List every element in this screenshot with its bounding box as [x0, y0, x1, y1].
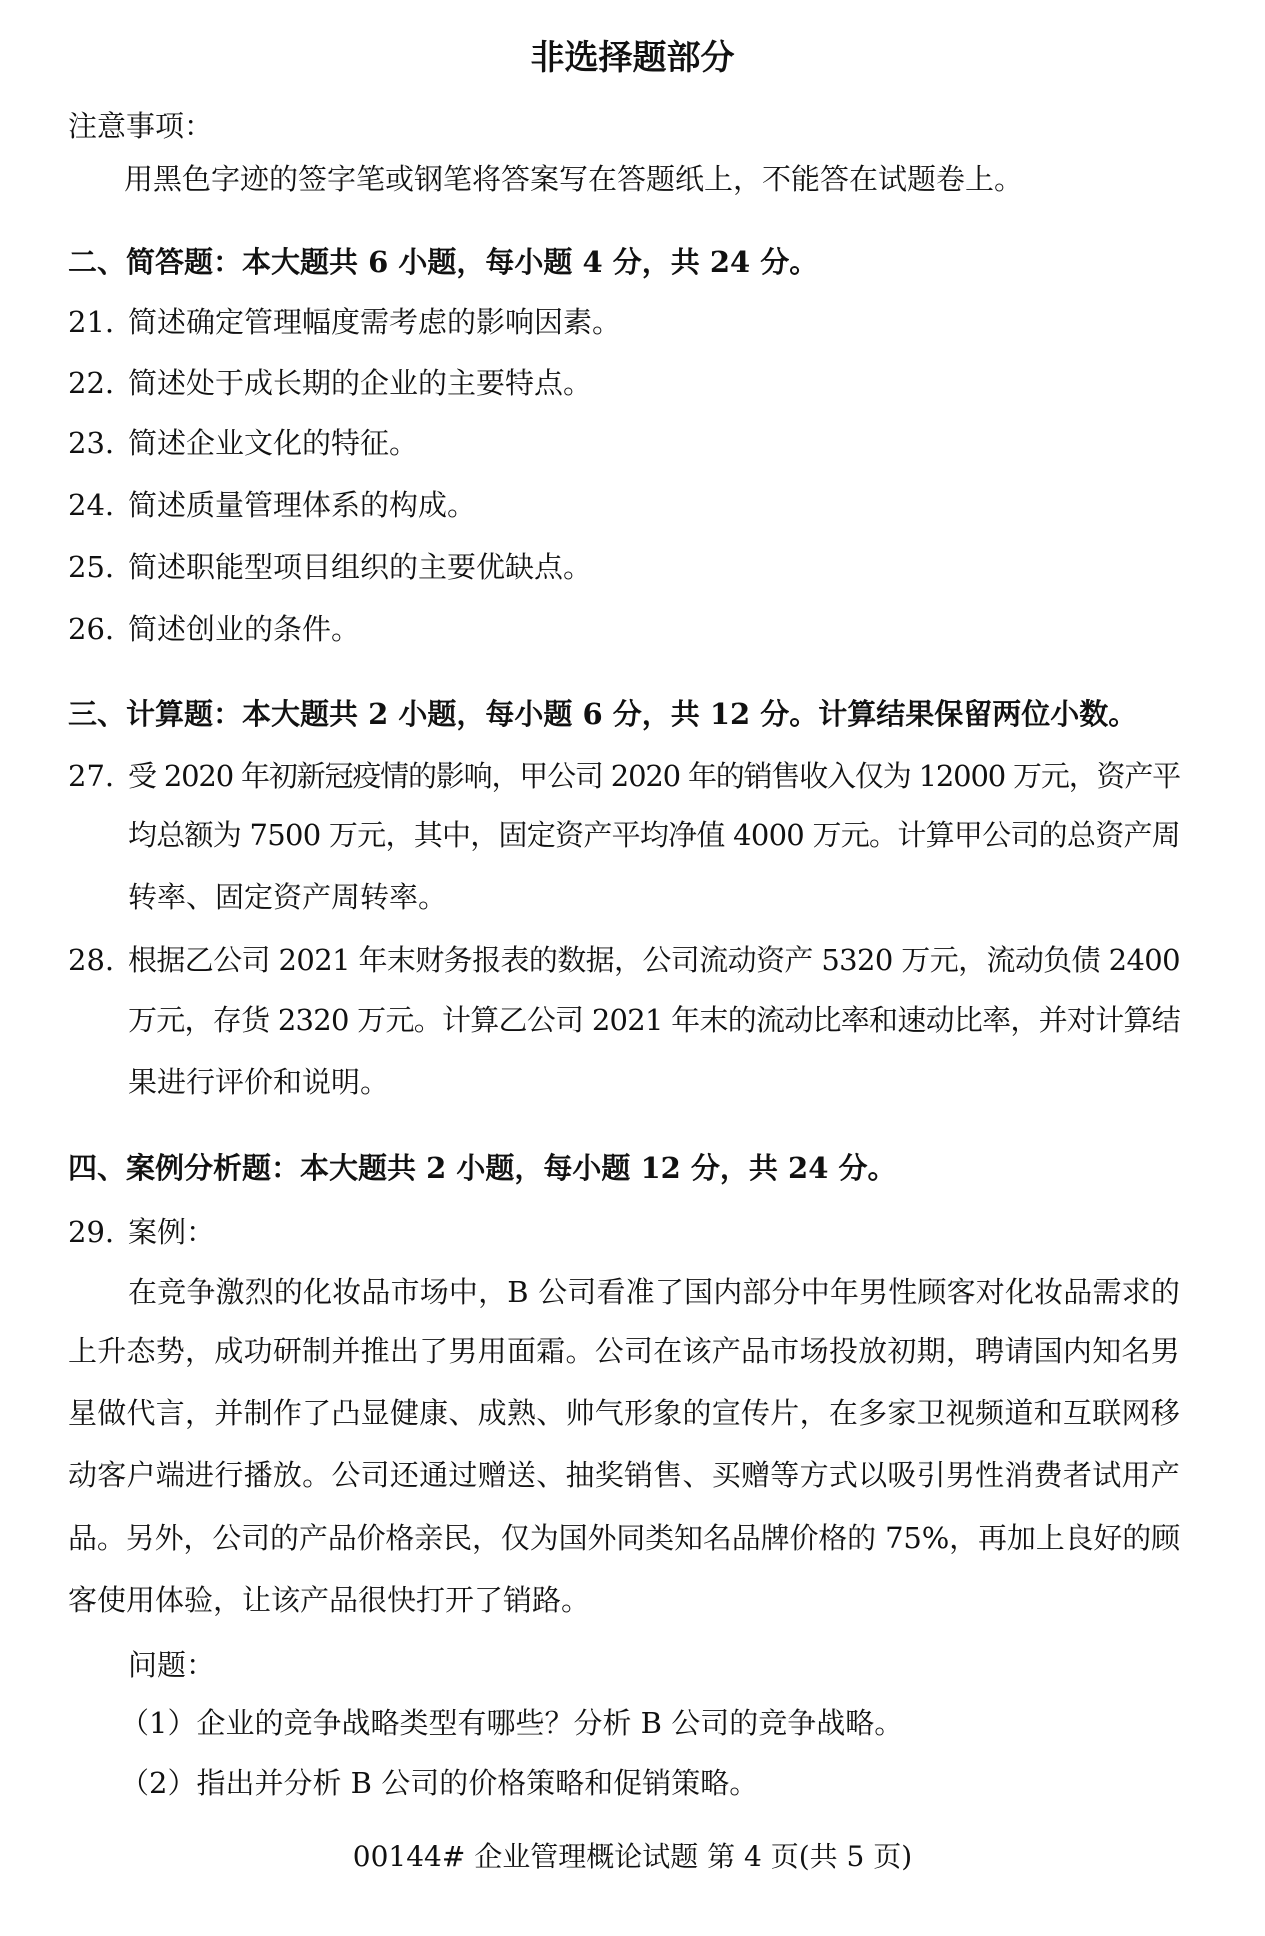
question-28-line: 万元，存货 2320 万元。计算乙公司 2021 年末的流动比率和速动比率，并对计算结: [128, 1003, 1180, 1037]
notice-text: 用黑色字迹的签字笔或钢笔将答案写在答题纸上，不能答在试题卷上。: [124, 162, 1024, 196]
sub-question: （2）指出并分析 B 公司的价格策略和促销策略。: [120, 1766, 759, 1800]
questions-label: 问题：: [128, 1648, 216, 1682]
question-27-line: 均总额为 7500 万元，其中，固定资产平均净值 4000 万元。计算甲公司的总资产周: [128, 818, 1180, 852]
question-text: 简述企业文化的特征。: [128, 426, 419, 460]
question-text: 简述质量管理体系的构成。: [128, 488, 477, 522]
notice-heading: 注意事项：: [68, 109, 214, 143]
question-number: 29.: [68, 1215, 115, 1249]
case-line: 动客户端进行播放。公司还通过赠送、抽奖销售、买赠等方式以吸引男性消费者试用产: [68, 1458, 1180, 1492]
case-line: 品。另外，公司的产品价格亲民，仅为国外同类知名品牌价格的 75%，再加上良好的顾: [68, 1521, 1180, 1555]
question-number: 27.: [68, 759, 115, 793]
question-text: 简述创业的条件。: [128, 612, 361, 646]
question-number: 23.: [68, 426, 115, 460]
question-27-line: 转率、固定资产周转率。: [128, 880, 448, 914]
case-line: 在竞争激烈的化妆品市场中，B 公司看准了国内部分中年男性顾客对化妆品需求的: [128, 1275, 1180, 1309]
question-number: 25.: [68, 550, 115, 584]
question-28-line: 果进行评价和说明。: [128, 1065, 390, 1099]
case-label: 案例：: [128, 1215, 216, 1249]
question-number: 22.: [68, 366, 115, 400]
section2-heading: 二、简答题：本大题共 6 小题，每小题 4 分，共 24 分。: [68, 245, 819, 279]
sub-question: （1）企业的竞争战略类型有哪些？分析 B 公司的竞争战略。: [120, 1706, 904, 1740]
case-line: 上升态势，成功研制并推出了男用面霜。公司在该产品市场投放初期，聘请国内知名男: [68, 1334, 1180, 1368]
question-text: 简述确定管理幅度需考虑的影响因素。: [128, 305, 622, 339]
question-text: 简述处于成长期的企业的主要特点。: [128, 366, 593, 400]
case-line: 客使用体验，让该产品很快打开了销路。: [68, 1583, 591, 1617]
question-number: 28.: [68, 943, 115, 977]
section3-heading: 三、计算题：本大题共 2 小题，每小题 6 分，共 12 分。计算结果保留两位小数。: [68, 697, 1138, 731]
page-title: 非选择题部分: [530, 38, 735, 78]
question-number: 24.: [68, 488, 115, 522]
case-line: 星做代言，并制作了凸显健康、成熟、帅气形象的宣传片，在多家卫视频道和互联网移: [68, 1396, 1180, 1430]
question-number: 21.: [68, 305, 115, 339]
question-text: 简述职能型项目组织的主要优缺点。: [128, 550, 593, 584]
question-28-line: 根据乙公司 2021 年末财务报表的数据，公司流动资产 5320 万元，流动负债 2400: [128, 943, 1180, 977]
question-number: 26.: [68, 612, 115, 646]
page-footer: 00144# 企业管理概论试题 第 4 页(共 5 页): [352, 1840, 913, 1873]
section4-heading: 四、案例分析题：本大题共 2 小题，每小题 12 分，共 24 分。: [68, 1151, 897, 1185]
question-27-line: 受 2020 年初新冠疫情的影响，甲公司 2020 年的销售收入仅为 12000 万元，资产平: [128, 759, 1180, 793]
